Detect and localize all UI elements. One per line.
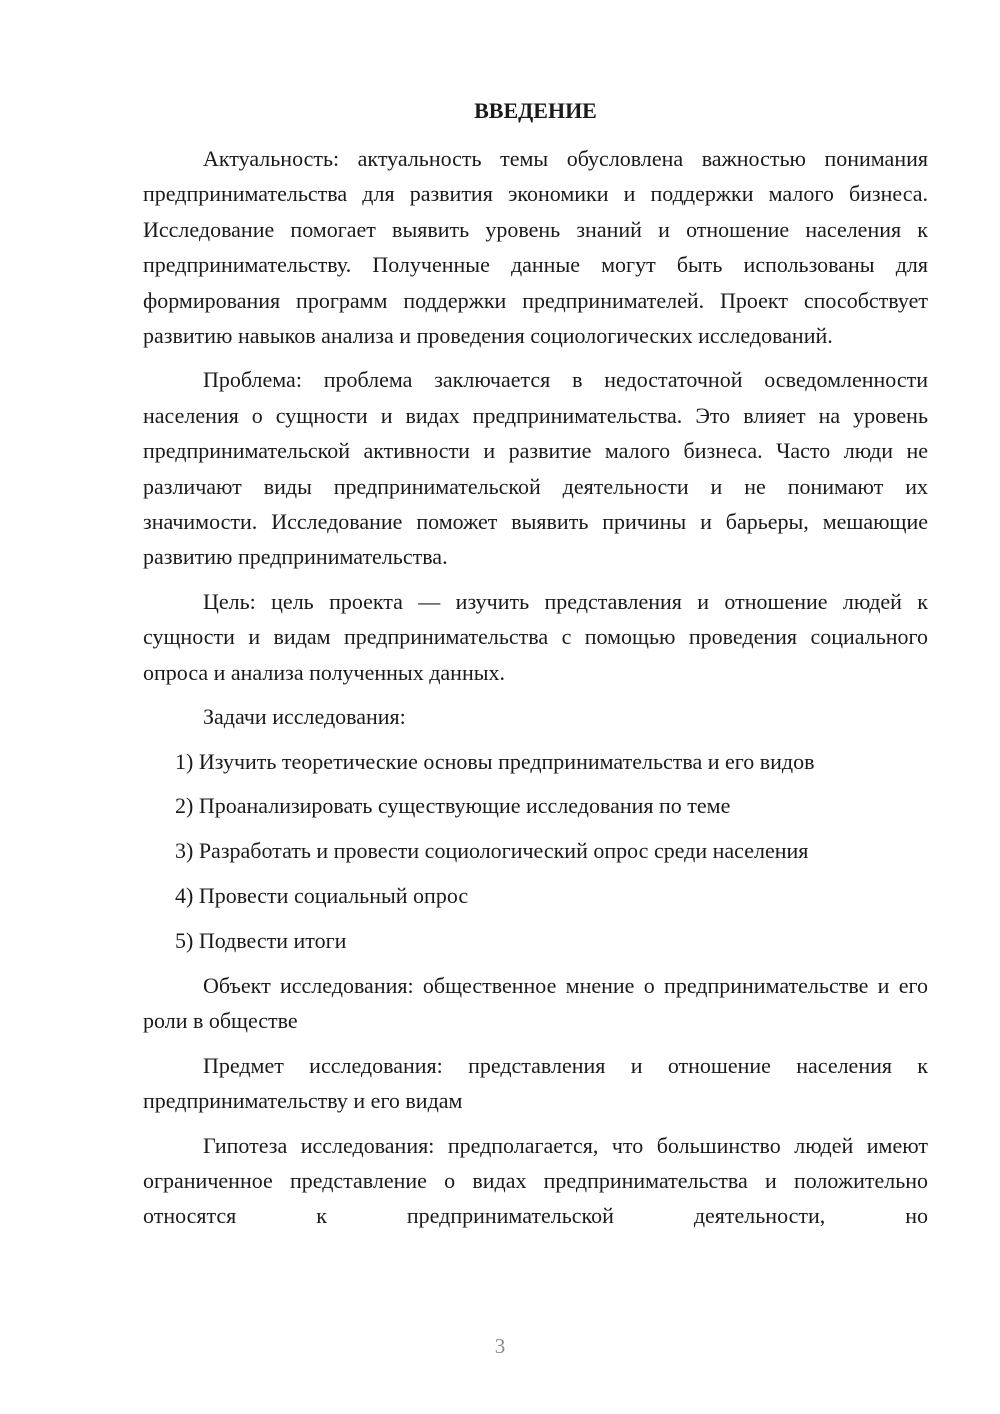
- paragraph-hypothesis: Гипотеза исследования: предполагается, что большинство людей имеют ограниченное представление о видах предпринимательства и положительно относятся к предпринимательской деятельности, но: [143, 1132, 928, 1229]
- paragraph-relevance: Актуальность: актуальность темы обусловлена важностью понимания предпринимательства для развития экономики и поддержки малого бизнеса. Исследование помогает выявить уровень знаний и отношение населения к предпринимательству. Полученные данные могут быть использованы для формирования программ поддержки предпринимателей. Проект способствует развитию навыков анализа и проведения социологических исследований.: [143, 146, 928, 349]
- paragraph-object: Объект исследования: общественное мнение о предпринимательстве и его роли в обществе: [143, 973, 928, 1034]
- page-number: 3: [494, 1334, 506, 1358]
- document-page: [143, 96, 928, 1243]
- paragraph-goal: Цель: цель проекта — изучить представления и отношение людей к сущности и видам предпринимательства с помощью проведения социального опроса и анализа полученных данных.: [143, 588, 928, 685]
- section-title: ВВЕДЕНИЕ: [474, 98, 597, 123]
- task-item: 5) Подвести итоги: [175, 928, 347, 954]
- tasks-list: [143, 744, 928, 959]
- task-item: 3) Разработать и провести социологический опрос среди населения: [175, 838, 809, 864]
- tasks-heading: Задачи исследования:: [203, 704, 406, 730]
- paragraph-problem: Проблема: проблема заключается в недостаточной осведомленности населения о сущности и видах предпринимательства. Это влияет на уровень предпринимательской активности и развитие малого бизнеса. Часто люди не различают виды предпринимательской деятельности и не понимают их значимости. Исследование поможет выявить причины и барьеры, мешающие развитию предпринимательства.: [143, 367, 928, 570]
- task-item: 2) Проанализировать существующие исследования по теме: [175, 793, 731, 819]
- task-item: 1) Изучить теоретические основы предпринимательства и его видов: [175, 748, 815, 774]
- paragraph-subject: Предмет исследования: представления и отношение населения к предпринимательству и его видам: [143, 1052, 928, 1114]
- task-item: 4) Провести социальный опрос: [175, 883, 469, 909]
